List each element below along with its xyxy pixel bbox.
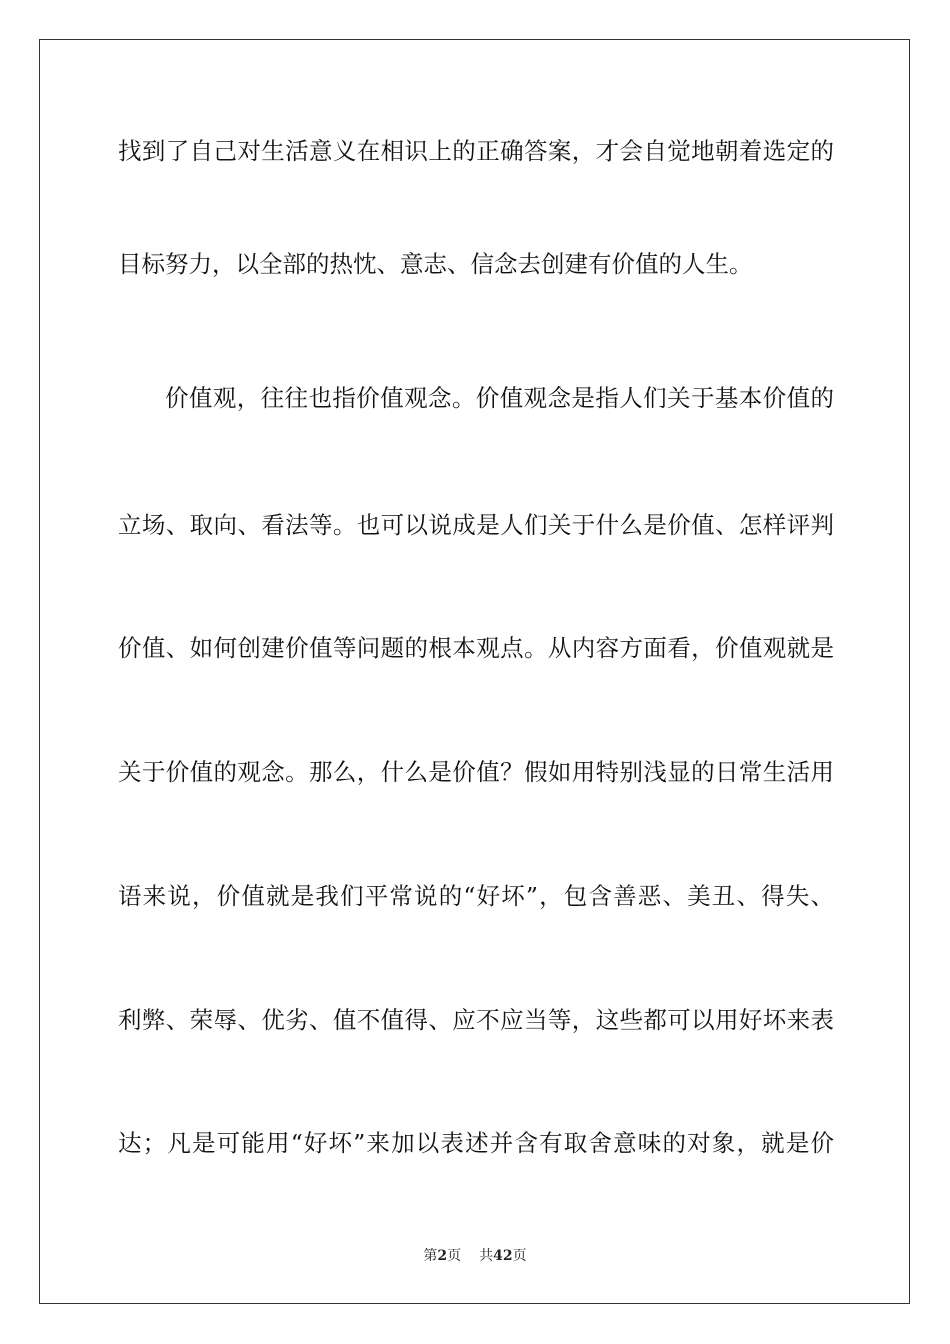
text-line-5: 价值、如何创建价值等问题的根本观点。从内容方面看，价值观就是	[118, 634, 834, 662]
text-line-6: 关于价值的观念。那么，什么是价值？假如用特别浅显的日常生活用	[118, 758, 834, 786]
text-line-8: 利弊、荣辱、优劣、值不值得、应不应当等，这些都可以用好坏来表	[118, 1006, 834, 1034]
text-line-2: 目标努力，以全部的热忱、意志、信念去创建有价值的人生。	[118, 250, 753, 278]
text-line-7: 语来说，价值就是我们平常说的“好坏”，包含善恶、美丑、得失、	[118, 882, 834, 910]
total-suffix: 页	[512, 1248, 527, 1264]
text-line-4: 立场、取向、看法等。也可以说成是人们关于什么是价值、怎样评判	[118, 511, 834, 539]
text-line-9: 达；凡是可能用“好坏”来加以表述并含有取舍意味的对象，就是价	[118, 1129, 834, 1157]
total-prefix: 共	[479, 1248, 494, 1264]
text-line-1: 找到了自己对生活意义在相识上的正确答案，才会自觉地朝着选定的	[118, 137, 834, 165]
total-pages: 42	[493, 1248, 513, 1264]
page-suffix: 页	[447, 1248, 462, 1264]
page-prefix: 第	[423, 1248, 438, 1264]
page-footer	[0, 1246, 950, 1266]
page-border	[39, 39, 910, 1304]
page-number: 2	[437, 1248, 448, 1264]
text-line-3-paragraph-start: 价值观，往往也指价值观念。价值观念是指人们关于基本价值的	[165, 384, 834, 412]
